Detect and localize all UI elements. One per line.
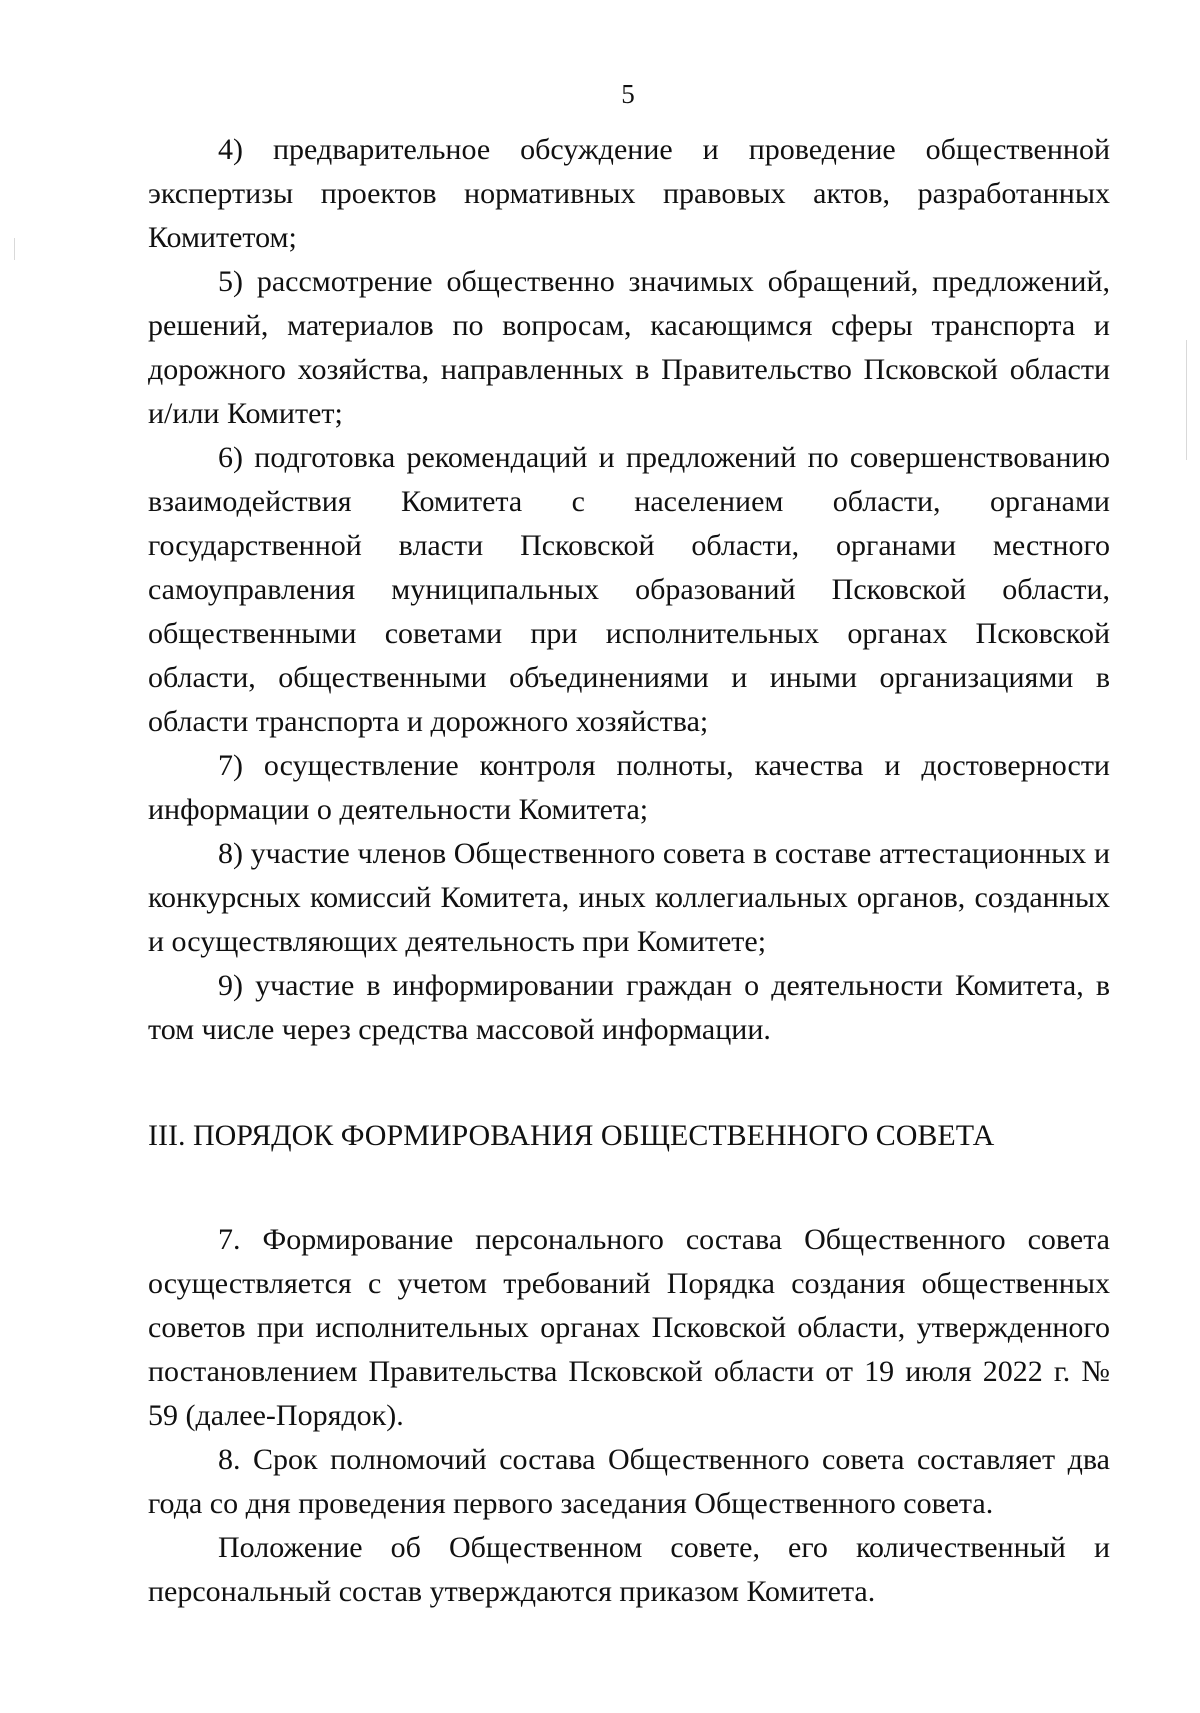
- scan-margin-mark-right: [1186, 340, 1187, 460]
- list-item-4: 4) предварительное обсуждение и проведение общественной экспертизы проектов нормативных правовых актов, разработанных Комитетом;: [148, 133, 1110, 254]
- section-paragraph-regulation: Положение об Общественном совете, его количественный и персональный состав утверждаются приказом Комитета.: [148, 1531, 1110, 1608]
- page-number: 5: [621, 79, 635, 109]
- section-paragraph-8: 8. Срок полномочий состава Общественного совета составляет два года со дня проведения первого заседания Общественного совета.: [148, 1443, 1110, 1520]
- list-item-8: 8) участие членов Общественного совета в составе аттестационных и конкурсных комиссий Комитета, иных коллегиальных органов, созданных и осуществляющих деятельность при Комитете;: [148, 837, 1110, 958]
- scan-margin-mark-left: [14, 238, 15, 260]
- list-item-7: 7) осуществление контроля полноты, качества и достоверности информации о деятельности Комитета;: [148, 749, 1110, 826]
- list-item-6: 6) подготовка рекомендаций и предложений по совершенствованию взаимодействия Комитета с населением области, органами государственной власти Псковской области, органами местного самоуправления муниципальных образований Псковской области, общественными советами при исполнительных органах Псковской области, общественными объединениями и иными организациями в области транспорта и дорожного хозяйства;: [148, 441, 1110, 738]
- list-item-5: 5) рассмотрение общественно значимых обращений, предложений, решений, материалов по вопросам, касающимся сферы транспорта и дорожного хозяйства, направленных в Правительство Псковской области и/или Комитет;: [148, 265, 1110, 430]
- list-item-9: 9) участие в информировании граждан о деятельности Комитета, в том числе через средства массовой информации.: [148, 969, 1110, 1046]
- document-body: [148, 128, 1110, 1614]
- section-heading: III. ПОРЯДОК ФОРМИРОВАНИЯ ОБЩЕСТВЕННОГО СОВЕТА: [148, 1119, 995, 1152]
- section-paragraph-7: 7. Формирование персонального состава Общественного совета осуществляется с учетом требований Порядка создания общественных советов при исполнительных органах Псковской области, утвержденного постановлением Правительства Псковской области от 19 июля 2022 г. № 59 (далее-Порядок).: [148, 1223, 1110, 1432]
